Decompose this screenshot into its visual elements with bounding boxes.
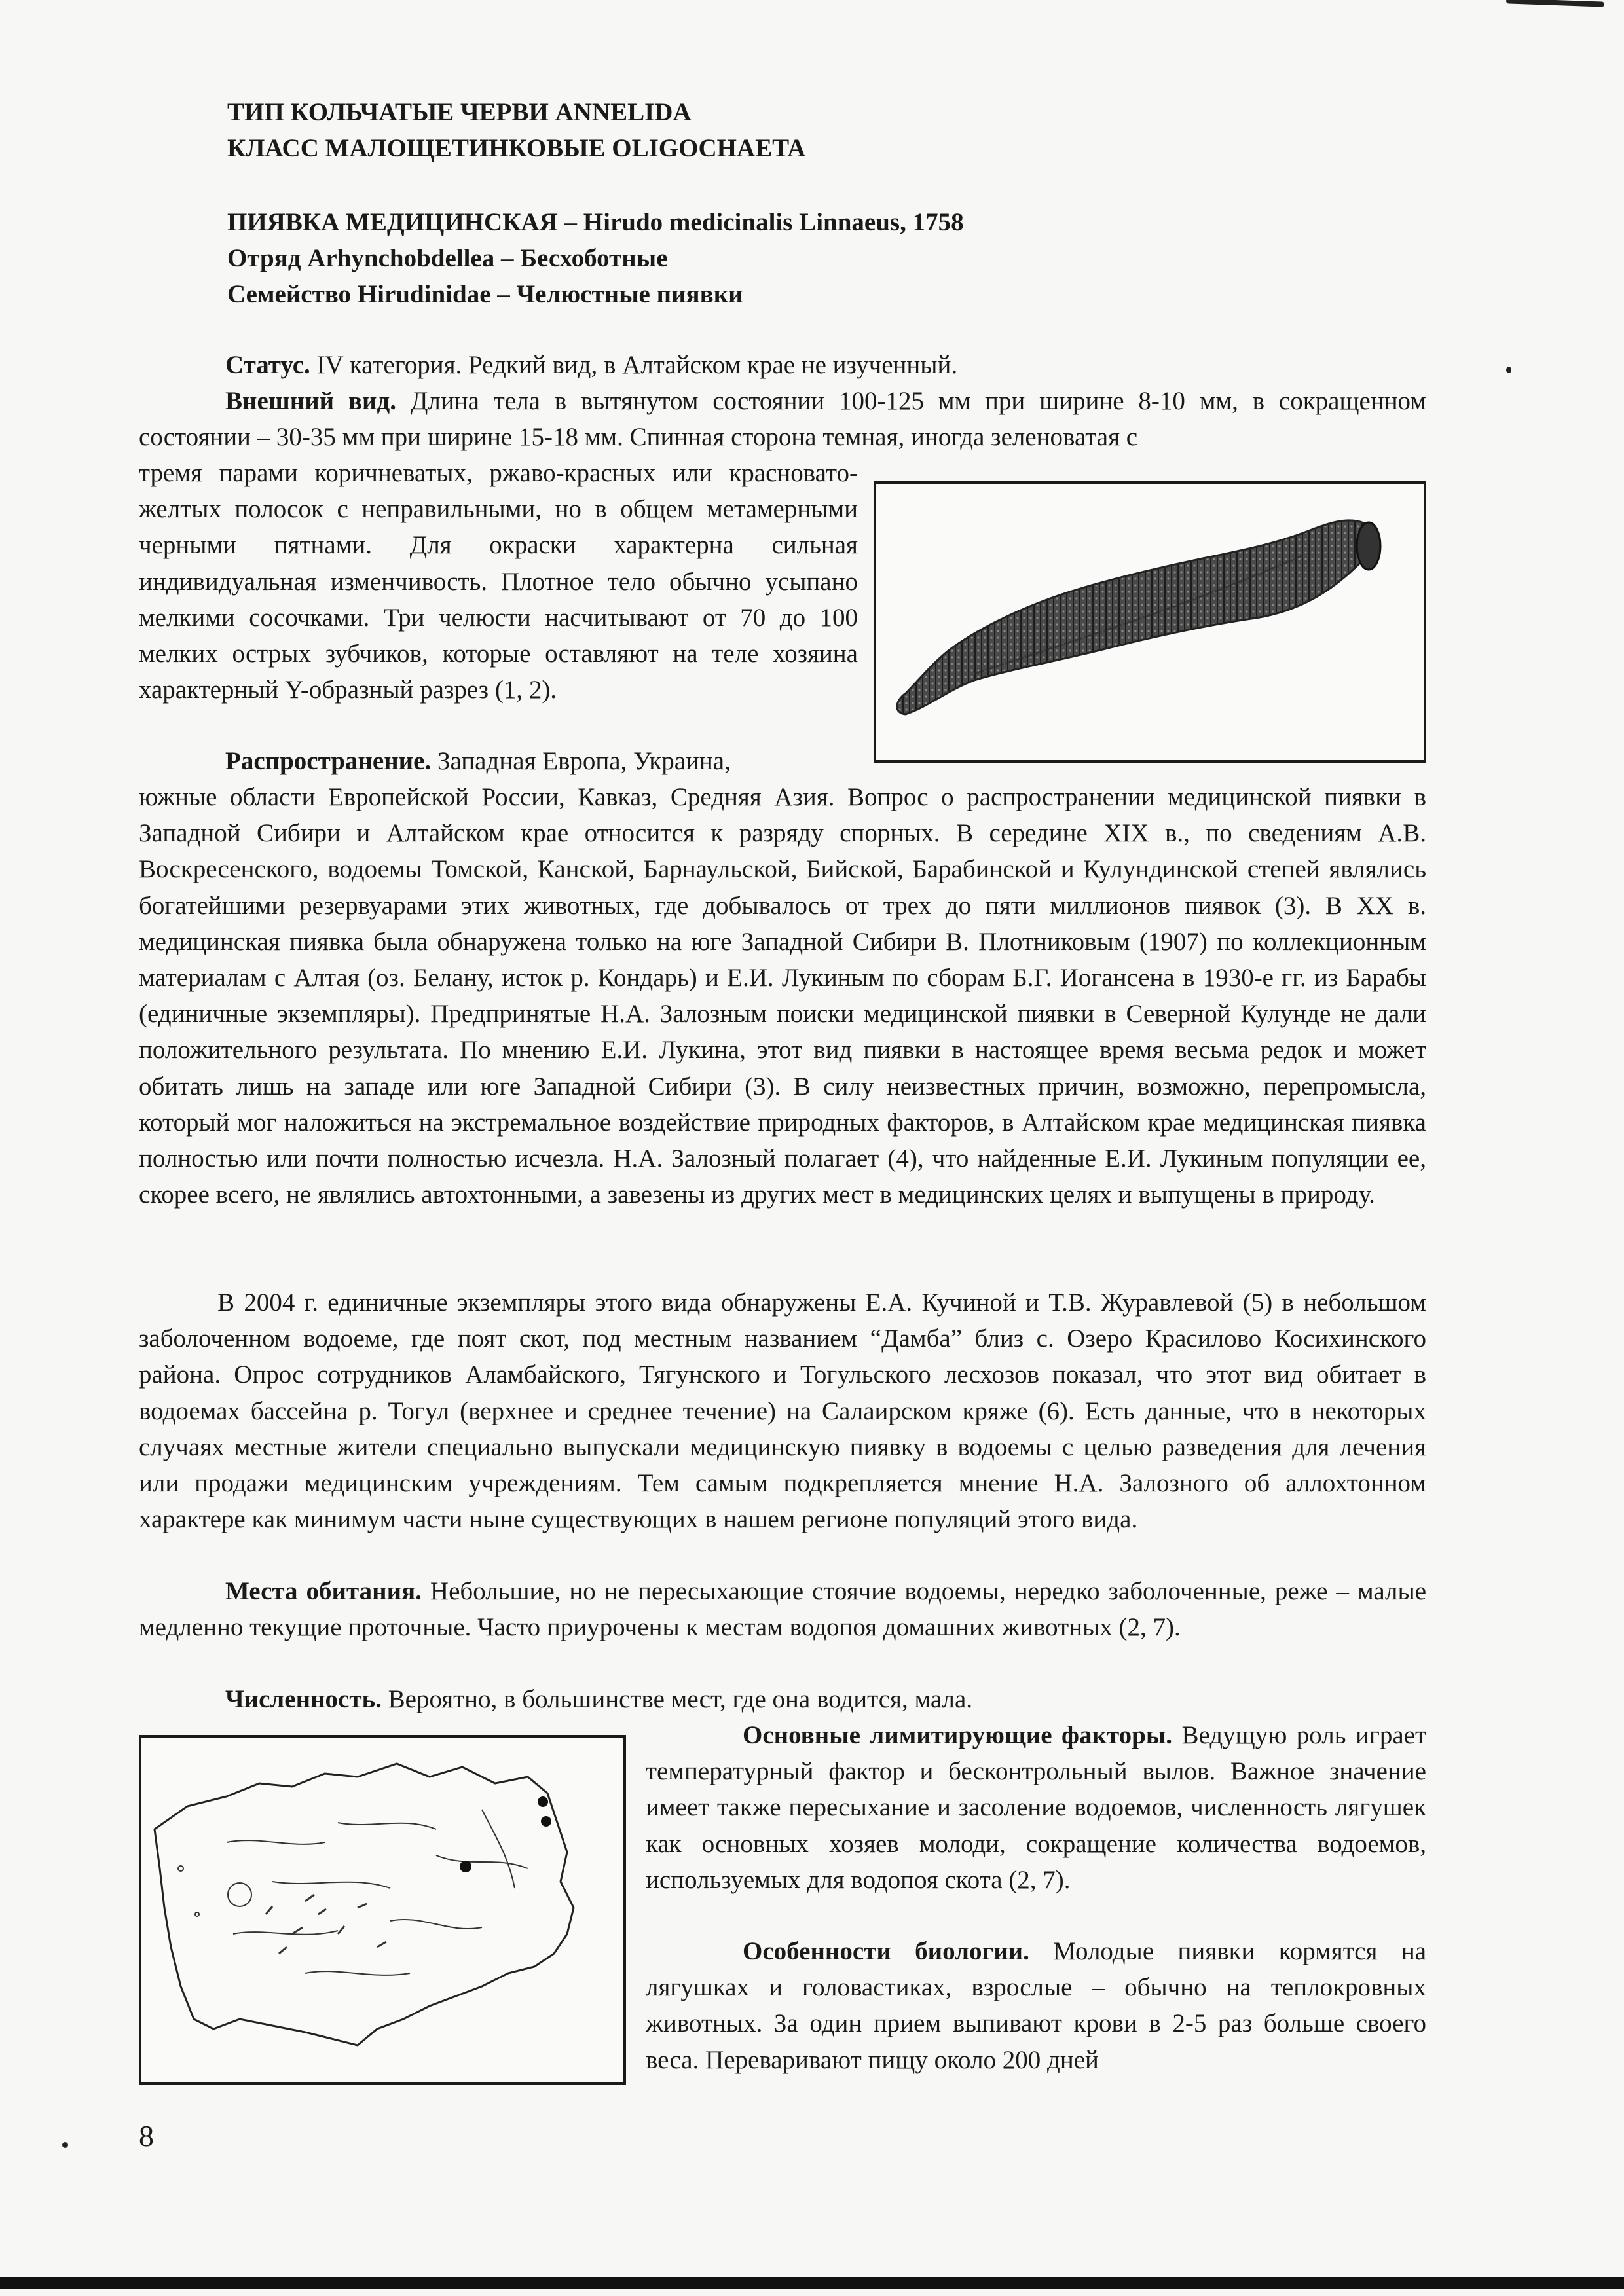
scan-edge [0,2277,1624,2289]
class-heading-1: ТИП КОЛЬЧАТЫЕ ЧЕРВИ ANNELIDA [227,98,692,126]
occurrence-marker [541,1816,551,1827]
abundance-text: Вероятно, в большинстве мест, где она водится, мала. [388,1685,973,1713]
habitat-text: Небольшие, но не пересыхающие стоячие водоемы, нередко заболоченные, реже – малые медленно текущие проточные. Часто приурочены к местам водопоя домашних животных (2, 7). [139,1577,1427,1642]
species-order: Отряд Arhynchobdellea – Бесхоботные [227,244,668,272]
leech-illustration [874,481,1426,763]
distribution-paragraph-side [139,743,858,779]
appearance-text-side: тремя парами коричневатых, ржаво-красных или красновато-желтых полосок с неправильными, но в общем метамерными черными пятнами. Для окраски характерна сильная индивидуальная изменчивость. Плотное тело обычно усыпано мелкими сосочками. Три челюсти насчитывают от 70 до 100 мелких острых зубчиков, которые оставляют на теле хозяина характерный Y-образный разрез (1, 2). [139,459,858,704]
finding-2004-text: В 2004 г. единичные экземпляры этого вида обнаружены Е.А. Кучиной и Т.В. Журавлевой (5) в небольшом заболоченном водоеме, где поят скот, под местным названием “Дамба” близ с. Озеро Красилово Косихинского района. Опрос сотрудников Аламбайского, Тягунского и Тогульского лесхозов показал, что этот вид обитает в водоемах бассейна р. Тогул (верхнее и среднее течение) на Салаирском кряже (6). Есть данные, что в некоторых случаях местные жители специально выпускали медицинскую пиявку в водоемы с целью разведения для лечения или продажи медицинским учреждениям. Тем самым подкрепляется мнение Н.А. Залозного об аллохтонном характере как минимум части ныне существующих в нашем регионе популяций этого вида. [139,1288,1426,1534]
distribution-map [139,1735,626,2085]
species-family: Семейство Hirudinidae – Челюстные пиявки [227,280,743,308]
distribution-label: Распространение. [225,747,432,775]
altai-krai-map [141,1738,623,2082]
biology-text: Молодые пиявки кормятся на лягушках и головастиках, взрослые – обычно на теплокровных животных. За один прием выпивают крови в 2-5 раз больше своего веса. Переваривают пищу около 200 дней [646,1937,1427,2074]
distribution-paragraph-full [139,779,1426,1212]
scan-speck [1506,367,1511,373]
limiting-factors-label: Основные лимитирующие факторы. [743,1721,1173,1749]
limiting-factors-text: Ведущую роль играет температурный фактор и бесконтрольный вылов. Важное значение имеет также пересыхание и засоление водоемов, численность лягушек как основных хозяев молоди, сокращение количества водоемов, используемых для водопоя скота (2, 7). [646,1721,1427,1894]
limiting-factors-paragraph [646,1717,1426,1898]
class-heading-2: КЛАСС МАЛОЩЕТИНКОВЫЕ OLIGOCHAETA [227,134,806,162]
biology-label: Особенности биологии. [743,1937,1029,1965]
status-label: Статус. [225,351,310,379]
leech-body [897,520,1373,714]
abundance-label: Численность. [225,1685,382,1713]
occurrence-marker [460,1861,471,1872]
appearance-paragraph-top [139,383,1426,455]
leech-drawing [876,484,1424,760]
species-title: ПИЯВКА МЕДИЦИНСКАЯ – Hirudo medicinalis Linnaeus, 1758 [227,208,964,236]
status-text: IV категория. Редкий вид, в Алтайском крае не изученный. [316,351,958,379]
scan-mark [1506,0,1604,7]
status-paragraph [139,347,1426,383]
distribution-text-side: Западная Европа, Украина, [437,747,731,775]
occurrence-marker [538,1796,548,1807]
scan-speck [62,2142,68,2148]
habitat-paragraph [139,1573,1426,1645]
appearance-text-top: Длина тела в вытянутом состоянии 100-125 мм при ширине 8-10 мм, в сокращенном состоянии – 30-35 мм при ширине 15-18 мм. Спинная сторона темная, иногда зеленоватая с [139,387,1426,452]
biology-paragraph [646,1933,1426,2078]
abundance-paragraph [139,1681,1426,1717]
appearance-paragraph-side [139,455,858,708]
finding-2004-paragraph [139,1285,1426,1537]
appearance-label: Внешний вид. [225,387,396,415]
habitat-label: Места обитания. [225,1577,422,1605]
page-number: 8 [139,2119,154,2153]
distribution-text-full: южные области Европейской России, Кавказ, Средняя Азия. Вопрос о распространении медицинской пиявки в Западной Сибири и Алтайском крае относится к разряду спорных. В середине XIX в., по сведениям А.В. Воскресенского, водоемы Томской, Канской, Барнаульской, Бийской, Барабинской и Кулундинской степей являлись богатейшими резервуарами этих животных, где добывалось от трех до пяти миллионов пиявок (3). В XX в. медицинская пиявка была обнаружена только на юге Западной Сибири В. Плотниковым (1907) по коллекционным материалам с Алтая (оз. Белану, исток р. Кондарь) и Е.И. Лукиным по сборам Б.Г. Иогансена в 1930-е гг. из Барабы (единичные экземпляры). Предпринятые Н.А. Залозным поиски медицинской пиявки в Северной Кулунде не дали положительного результата. По мнению Е.И. Лукина, этот вид пиявки в настоящее время весьма редок и может обитать лишь на западе или юге Западной Сибири (3). В силу неизвестных причин, возможно, перепромысла, который мог наложиться на экстремальное воздействие природных факторов, в Алтайском крае медицинская пиявка полностью или почти полностью исчезла. Н.А. Залозный полагает (4), что найденные Е.И. Лукиным популяции ее, скорее всего, не являлись автохтонными, а завезены из других мест в медицинских целях и выпущены в природу. [139,783,1426,1209]
